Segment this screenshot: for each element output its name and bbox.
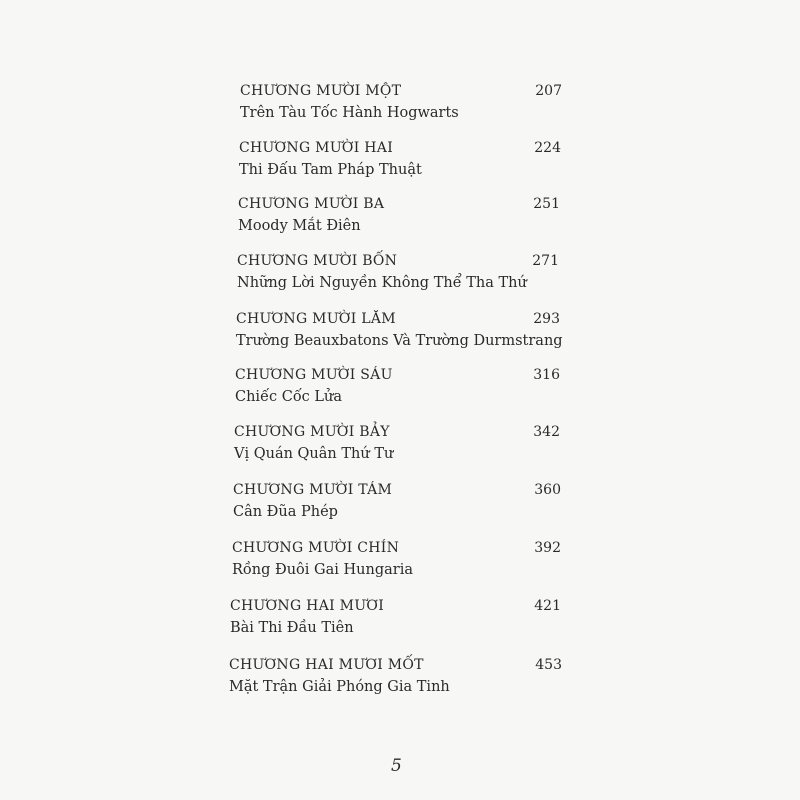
toc-entry: [230, 598, 561, 648]
page-number: 316: [533, 367, 560, 383]
chapter-title: Bài Thi Đầu Tiên: [230, 620, 354, 636]
chapter-number: CHƯƠNG MƯỜI MỘT: [240, 83, 402, 99]
page-number: 342: [533, 424, 560, 440]
chapter-title: Moody Mắt Điên: [238, 218, 361, 234]
chapter-number: CHƯƠNG HAI MƯƠI MỐT: [229, 657, 424, 673]
page-number: 271: [532, 253, 559, 269]
chapter-number: CHƯƠNG MƯỜI BA: [238, 196, 385, 212]
page-number: 392: [534, 540, 561, 556]
toc-entry: [238, 196, 560, 246]
chapter-title: Những Lời Nguyền Không Thể Tha Thứ: [237, 275, 527, 291]
folio-page-number: 5: [391, 756, 402, 776]
chapter-number: CHƯƠNG MƯỜI SÁU: [235, 367, 393, 383]
chapter-number: CHƯƠNG MƯỜI TÁM: [233, 482, 393, 498]
chapter-title: Cân Đũa Phép: [233, 504, 338, 520]
chapter-title: Thi Đấu Tam Pháp Thuật: [239, 162, 422, 178]
page-number: 293: [533, 311, 560, 327]
toc-entry: [237, 253, 559, 303]
toc-entry: [235, 367, 560, 417]
page-number: 360: [534, 482, 561, 498]
chapter-number: CHƯƠNG MƯỜI BỐN: [237, 253, 398, 269]
page-number: 224: [534, 140, 561, 156]
toc-entry: [240, 83, 562, 133]
chapter-title: Vị Quán Quân Thứ Tư: [234, 446, 394, 462]
chapter-number: CHƯƠNG MƯỜI LĂM: [236, 311, 396, 327]
toc-entry: [232, 540, 561, 590]
chapter-title: Rồng Đuôi Gai Hungaria: [232, 562, 413, 578]
page-number: 453: [535, 657, 562, 673]
chapter-number: CHƯƠNG MƯỜI HAI: [239, 140, 394, 156]
chapter-number: CHƯƠNG MƯỜI CHÍN: [232, 540, 400, 556]
chapter-number: CHƯƠNG MƯỜI BẢY: [234, 424, 390, 440]
chapter-title: Trên Tàu Tốc Hành Hogwarts: [240, 105, 459, 121]
chapter-title: Chiếc Cốc Lửa: [235, 389, 343, 405]
chapter-title: Mặt Trận Giải Phóng Gia Tinh: [229, 679, 450, 695]
toc-entry: [229, 657, 562, 707]
page-number: 251: [533, 196, 560, 212]
page-number: 207: [535, 83, 562, 99]
page-number: 421: [534, 598, 561, 614]
toc-entry: [233, 482, 561, 532]
chapter-title: Trường Beauxbatons Và Trường Durmstrang: [236, 333, 563, 349]
toc-entry: [234, 424, 560, 474]
chapter-number: CHƯƠNG HAI MƯƠI: [230, 598, 385, 614]
toc-entry: [236, 311, 563, 361]
toc-entry: [239, 140, 561, 190]
